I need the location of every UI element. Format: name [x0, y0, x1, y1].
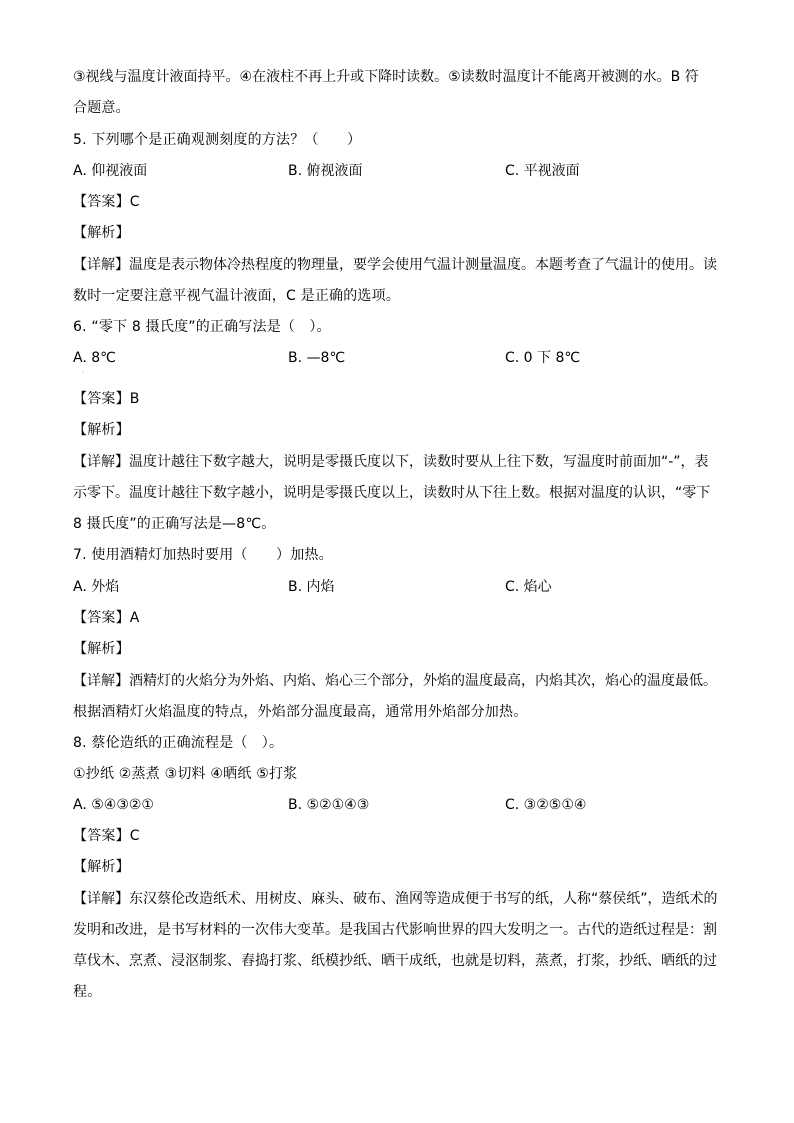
question-7-stem: 7. 使用酒精灯加热时要用（ ）加热。 [73, 547, 333, 563]
question-6-analysis-label: 【解析】 [73, 422, 130, 438]
question-6-stem: 6. “零下 8 摄氏度”的正确写法是（ ）。 [73, 319, 331, 335]
question-7-explanation-line: 【详解】酒精灯的火焰分为外焰、内焰、焰心三个部分，外焰的温度最高，内焰其次，焰心的温度最低。 [73, 673, 717, 689]
question-8-steps: ①抄纸 ②蒸煮 ③切料 ④晒纸 ⑤打浆 [73, 766, 298, 782]
question-5-option-b: B. 俯视液面 [288, 163, 363, 179]
question-6-option-c: C. 0 下 8℃ [505, 350, 581, 366]
question-6-explanation-line: 示零下。温度计越往下数字越小，说明是零摄氏度以上，读数时从下往上数。根据对温度的认识，“零下 [73, 485, 711, 501]
question-8-option-a: A. ⑤④③②① [73, 797, 154, 813]
question-7-answer: 【答案】A [73, 610, 140, 626]
paragraph-line: 合题意。 [73, 100, 130, 116]
question-5-analysis-label: 【解析】 [73, 225, 130, 241]
question-6-option-a: A. 8℃ [73, 350, 116, 366]
question-6-explanation-line: 【详解】温度计越往下数字越大，说明是零摄氏度以下，读数时要从上往下数，写温度时前面加“-”，表 [73, 454, 709, 470]
question-7-option-b: B. 内焰 [288, 579, 335, 595]
question-6-option-b: B. —8℃ [288, 350, 346, 366]
question-6-explanation-line: 8 摄氏度”的正确写法是—8℃。 [73, 516, 276, 532]
question-5-explanation-line: 数时一定要注意平视气温计液面，C 是正确的选项。 [73, 288, 401, 304]
question-5-explanation-line: 【详解】温度是表示物体冷热程度的物理量，要学会使用气温计测量温度。本题考查了气温计的使用。读 [73, 257, 717, 273]
question-8-stem: 8. 蔡伦造纸的正确流程是（ ）。 [73, 735, 284, 751]
question-8-answer: 【答案】C [73, 828, 140, 844]
question-5-option-a: A. 仰视液面 [73, 163, 148, 179]
question-5-option-c: C. 平视液面 [505, 163, 580, 179]
question-6-answer: 【答案】B [73, 391, 140, 407]
question-5-answer: 【答案】C [73, 194, 140, 210]
paragraph-line: ③视线与温度计液面持平。④在液柱不再上升或下降时读数。⑤读数时温度计不能离开被测的水。B 符 [73, 69, 699, 85]
question-8-explanation-line: 草伐木、烹煮、浸沤制浆、舂捣打浆、纸模抄纸、晒干成纸，也就是切料，蒸煮，打浆，抄纸、晒纸的过 [73, 953, 717, 969]
question-8-explanation-line: 【详解】东汉蔡伦改造纸术、用树皮、麻头、破布、渔网等造成便于书写的纸，人称“蔡侯纸”，造纸术的 [73, 891, 718, 907]
question-7-explanation-line: 根据酒精灯火焰温度的特点，外焰部分温度最高，通常用外焰部分加热。 [73, 704, 528, 720]
question-8-explanation-line: 程。 [73, 984, 102, 1000]
stray-mark: · [82, 370, 84, 377]
question-8-option-c: C. ③②⑤①④ [505, 797, 587, 813]
question-7-option-c: C. 焰心 [505, 579, 552, 595]
question-8-analysis-label: 【解析】 [73, 859, 130, 875]
question-8-option-b: B. ⑤②①④③ [288, 797, 370, 813]
question-8-explanation-line: 发明和改进，是书写材料的一次伟大变革。是我国古代影响世界的四大发明之一。古代的造纸过程是：割 [73, 922, 717, 938]
question-5-stem: 5. 下列哪个是正确观测刻度的方法？（ ） [73, 132, 362, 148]
question-7-option-a: A. 外焰 [73, 579, 120, 595]
question-7-analysis-label: 【解析】 [73, 641, 130, 657]
